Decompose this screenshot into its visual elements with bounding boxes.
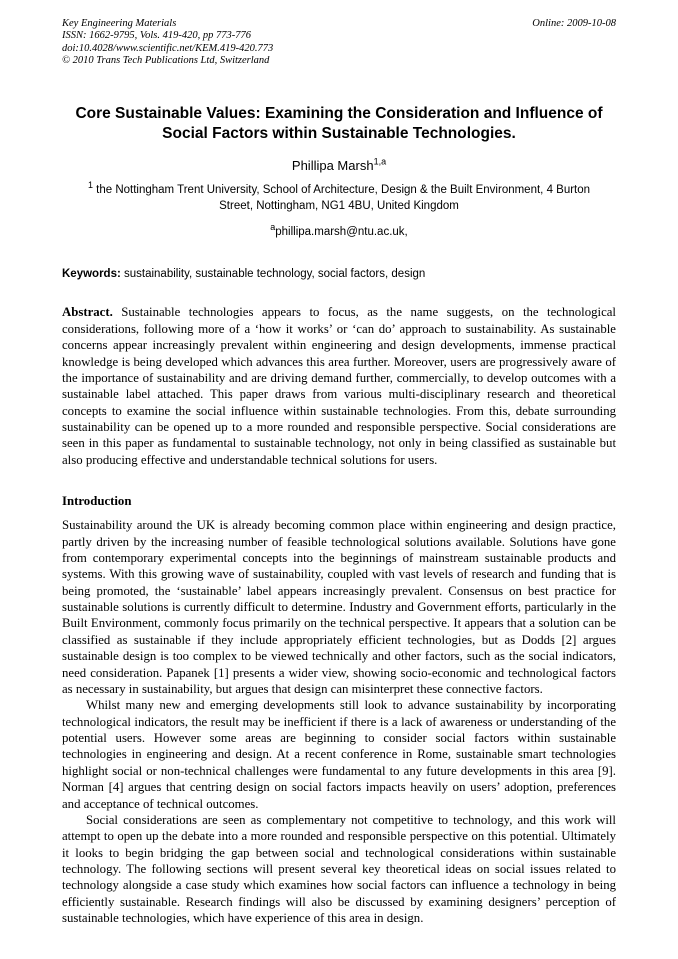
author-name: Phillipa Marsh xyxy=(291,158,374,174)
introduction-paragraph-1: Sustainability around the UK is already becoming common place within engineering and design practice, partly driven by the increasing number of feasible technological solutions available. Solutions have gone from contemporary experimental concepts into the beginnings of mainstream sustainable products and systems. With this growing wave of sustainability, coupled with vast levels of research and funding that is being promoted, the ‘sustainable’ label appears increasingly prevalent. Consensus on best practice for sustainable solutions is currently difficult to determine. Industry and Government efforts, particularly in the Built Environment, commonly focus primarily on the technical perspective. It appears that a solution can be classified as sustainable if they include appropriately efficient technologies, but as Dodds [2] argues sustainable design is too complex to be viewed technically and other factors, such as the social indicators, need consideration. Papanek [1] presents a wider view, showing socio-economic and technological factors as necessary in sustainability, but argues that design can misinterpret these connective factors. xyxy=(62,518,616,696)
online-date: Online: 2009-10-08 xyxy=(532,18,616,29)
copyright-line: © 2010 Trans Tech Publications Ltd, Switzerland xyxy=(62,55,270,67)
affiliation-superscript: 1 xyxy=(87,180,93,191)
abstract-section xyxy=(62,304,616,468)
journal-title: Key Engineering Materials xyxy=(62,18,177,29)
publication-info xyxy=(62,18,273,68)
publication-header xyxy=(62,18,616,68)
introduction-section xyxy=(62,517,616,926)
keywords-text: sustainability, sustainable technology, social factors, design xyxy=(120,268,426,281)
keywords-line xyxy=(62,268,616,280)
affiliation-text: the Nottingham Trent University, School of Architecture, Design & the Built Environment, 4 Burton Street, Nottingham, NG1 4BU, United Kingdom xyxy=(92,184,591,212)
paper-title: Core Sustainable Values: Examining the Consideration and Influence of Social Factors within Sustainable Technologies. xyxy=(75,104,603,142)
abstract-label: Abstract. xyxy=(62,305,113,320)
introduction-paragraph-3: Social considerations are seen as complementary not competitive to technology, and this work will attempt to open up the debate into a more rounded and responsible perspective on this potential. Ultimately it looks to begin bridging the gap between social and technological considerations within sustainable technology. The following sections will present several key theoretical ideas on social issues related to technology alongside a case study which examines how social factors can influence a technology in being efficiently sustainable. Research findings will also be discussed by examining designers’ perception of sustainable technologies, which have experience of this area in design. xyxy=(62,812,616,926)
introduction-heading: Introduction xyxy=(62,494,132,509)
introduction-paragraph-2: Whilst many new and emerging developments still look to advance sustainability by incorporating technological indicators, the result may be inefficient if there is a lack of awareness or understanding of the potential users. However some areas are beginning to consider social factors within sustainable technologies in engineering and design. At a recent conference in Rome, sustainable smart technologies highlight social or non-technical challenges were fundamental to any future developments in this area [9]. Norman [4] argues that centring design on social factors impacts heavily on users’ adoption, preferences and acceptance of technical outcomes. xyxy=(62,698,616,811)
keywords-label: Keywords: xyxy=(62,268,121,281)
author-superscript: 1,a xyxy=(373,157,387,168)
author-email xyxy=(62,222,616,239)
affiliation xyxy=(79,180,599,214)
email-text: phillipa.marsh@ntu.ac.uk, xyxy=(275,226,408,239)
email-superscript: a xyxy=(270,222,276,233)
author-line xyxy=(62,158,616,173)
doi-line: doi:10.4028/www.scientific.net/KEM.419-420.773 xyxy=(62,42,274,54)
issn-line: ISSN: 1662-9795, Vols. 419-420, pp 773-776 xyxy=(62,30,251,42)
abstract-text: Sustainable technologies appears to focus, as the name suggests, on the technological considerations, following more of a ‘how it works’ or ‘can do’ approach to sustainability. As sustainable concerns appear increasingly prevalent within engineering and design developments, immense practical knowledge is being developed which advances this area further. Moreover, users are progressively aware of the importance of sustainability and are driving demand further, commercially, to develop outcomes with a sustainable label attached. This paper draws from various multi-disciplinary research and theoretical concepts to examine the social influence within sustainable technologies. From this, debate surrounding sustainability can be opened up to a more rounded and responsible perspective. Social considerations are seen in this paper as fundamental to sustainable technology, not only in being classified as sustainable but also producing effective and understandable technical solutions for users. xyxy=(62,305,616,467)
